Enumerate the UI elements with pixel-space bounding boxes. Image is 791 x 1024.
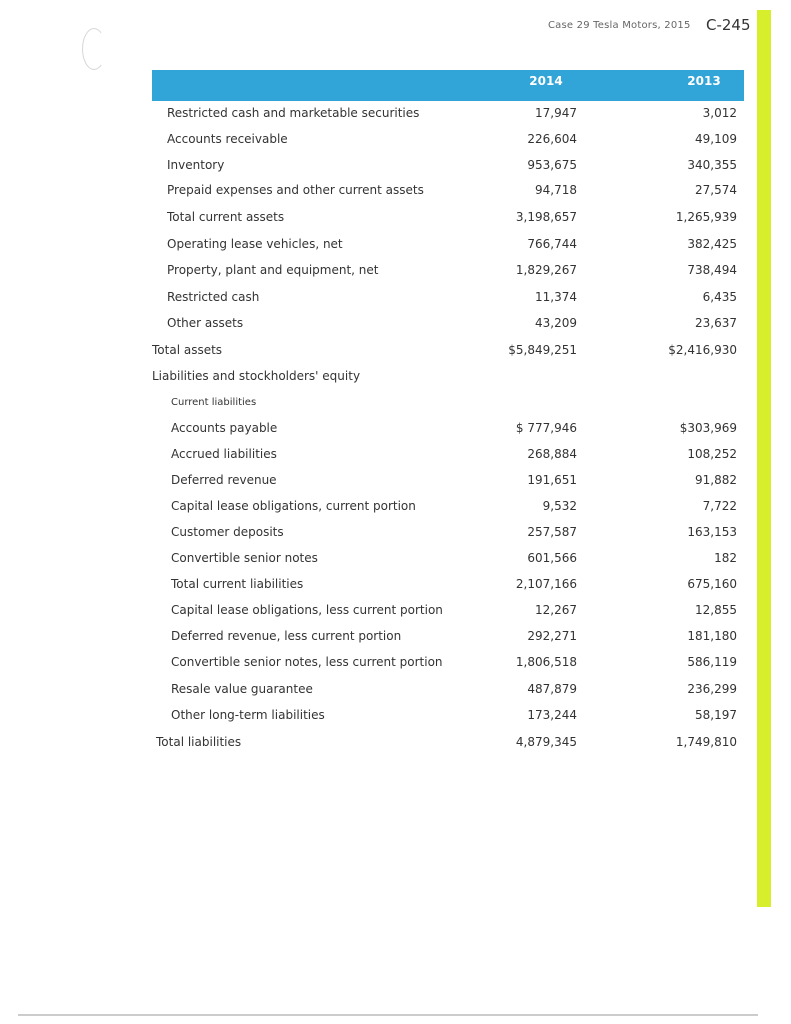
value-2014: 9,532 xyxy=(542,499,577,513)
value-2014: 94,718 xyxy=(535,183,577,197)
row-label: Deferred revenue xyxy=(171,473,277,487)
value-2014: 17,947 xyxy=(535,106,577,120)
row-label: Restricted cash xyxy=(167,290,260,304)
value-2013: 6,435 xyxy=(702,290,737,304)
liabilities-heading-row xyxy=(0,364,791,388)
value-2013: 586,119 xyxy=(687,655,737,669)
value-2014: 12,267 xyxy=(535,603,577,617)
table-row xyxy=(0,178,791,202)
value-2014: 601,566 xyxy=(527,551,577,565)
value-2014: 268,884 xyxy=(527,447,577,461)
value-2013: 3,012 xyxy=(702,106,737,120)
value-2013: 49,109 xyxy=(695,132,737,146)
row-label: Other long-term liabilities xyxy=(171,708,325,722)
row-label: Other assets xyxy=(167,316,244,330)
total-liabilities-row xyxy=(0,730,791,754)
value-2014: 2,107,166 xyxy=(515,577,577,591)
value-2013: 163,153 xyxy=(687,525,737,539)
table-row xyxy=(0,598,791,622)
row-label: Convertible senior notes xyxy=(171,551,318,565)
table-row xyxy=(0,650,791,674)
total-assets-row xyxy=(0,338,791,362)
value-2013: 91,882 xyxy=(695,473,737,487)
column-header-2013: 2013 xyxy=(687,74,721,88)
row-label: Capital lease obligations, less current portion xyxy=(171,603,443,617)
value-2014: $ 777,946 xyxy=(515,421,577,435)
value-2013: 7,722 xyxy=(702,499,737,513)
value-2013: 340,355 xyxy=(687,158,737,172)
value-2013: 182 xyxy=(714,551,737,565)
row-label: Accounts receivable xyxy=(167,132,288,146)
row-label: Inventory xyxy=(167,158,225,172)
value-2013: 27,574 xyxy=(695,183,737,197)
value-2014: 292,271 xyxy=(527,629,577,643)
table-row xyxy=(0,677,791,701)
value-2014: 11,374 xyxy=(535,290,577,304)
table-row xyxy=(0,205,791,229)
value-2013: 1,265,939 xyxy=(675,210,737,224)
value-2013: 58,197 xyxy=(695,708,737,722)
total-liabilities-label: Total liabilities xyxy=(156,735,242,749)
table-row xyxy=(0,546,791,570)
table-row xyxy=(0,468,791,492)
table-row xyxy=(0,285,791,309)
value-2013: 236,299 xyxy=(687,682,737,696)
row-label: Customer deposits xyxy=(171,525,284,539)
table-row xyxy=(0,703,791,727)
table-row xyxy=(0,258,791,282)
row-label: Prepaid expenses and other current assets xyxy=(167,183,424,197)
table-row xyxy=(0,232,791,256)
total-assets-2014: $5,849,251 xyxy=(508,343,577,357)
value-2013: 12,855 xyxy=(695,603,737,617)
page-number: C-245 xyxy=(706,16,751,34)
value-2013: 23,637 xyxy=(695,316,737,330)
total-assets-label: Total assets xyxy=(152,343,223,357)
value-2013: 738,494 xyxy=(687,263,737,277)
value-2014: 43,209 xyxy=(535,316,577,330)
total-assets-2013: $2,416,930 xyxy=(668,343,737,357)
current-liabilities-heading-row xyxy=(0,391,791,415)
row-label: Deferred revenue, less current portion xyxy=(171,629,402,643)
punch-hole-mark xyxy=(82,28,106,70)
value-2014: 487,879 xyxy=(527,682,577,696)
row-label: Accrued liabilities xyxy=(171,447,277,461)
value-2014: 1,829,267 xyxy=(515,263,577,277)
row-label: Total current assets xyxy=(167,210,285,224)
table-row xyxy=(0,520,791,544)
table-row xyxy=(0,442,791,466)
value-2013: 382,425 xyxy=(687,237,737,251)
row-label: Resale value guarantee xyxy=(171,682,313,696)
value-2014: 226,604 xyxy=(527,132,577,146)
table-row xyxy=(0,127,791,151)
row-label: Property, plant and equipment, net xyxy=(167,263,379,277)
value-2013: 675,160 xyxy=(687,577,737,591)
value-2014: 953,675 xyxy=(527,158,577,172)
row-label: Accounts payable xyxy=(171,421,278,435)
row-label: Capital lease obligations, current portion xyxy=(171,499,416,513)
value-2014: 257,587 xyxy=(527,525,577,539)
current-liabilities-heading: Current liabilities xyxy=(171,397,257,408)
row-label: Total current liabilities xyxy=(171,577,304,591)
row-label: Restricted cash and marketable securities xyxy=(167,106,420,120)
table-row xyxy=(0,572,791,596)
table-row xyxy=(0,153,791,177)
table-row xyxy=(0,624,791,648)
row-label: Convertible senior notes, less current portion xyxy=(171,655,443,669)
value-2013: $303,969 xyxy=(679,421,737,435)
value-2014: 3,198,657 xyxy=(515,210,577,224)
table-row xyxy=(0,311,791,335)
value-2014: 766,744 xyxy=(527,237,577,251)
running-header: Case 29 Tesla Motors, 2015 xyxy=(548,20,691,31)
total-liabilities-2013: 1,749,810 xyxy=(675,735,737,749)
table-row xyxy=(0,101,791,125)
liabilities-heading: Liabilities and stockholders' equity xyxy=(152,369,361,383)
value-2013: 108,252 xyxy=(687,447,737,461)
column-header-2014: 2014 xyxy=(529,74,563,88)
table-row xyxy=(0,494,791,518)
value-2014: 1,806,518 xyxy=(515,655,577,669)
value-2014: 191,651 xyxy=(527,473,577,487)
total-liabilities-2014: 4,879,345 xyxy=(515,735,577,749)
table-header-bar xyxy=(152,70,744,101)
page-bottom-edge xyxy=(18,1014,758,1016)
row-label: Operating lease vehicles, net xyxy=(167,237,343,251)
value-2013: 181,180 xyxy=(687,629,737,643)
table-row xyxy=(0,416,791,440)
value-2014: 173,244 xyxy=(527,708,577,722)
